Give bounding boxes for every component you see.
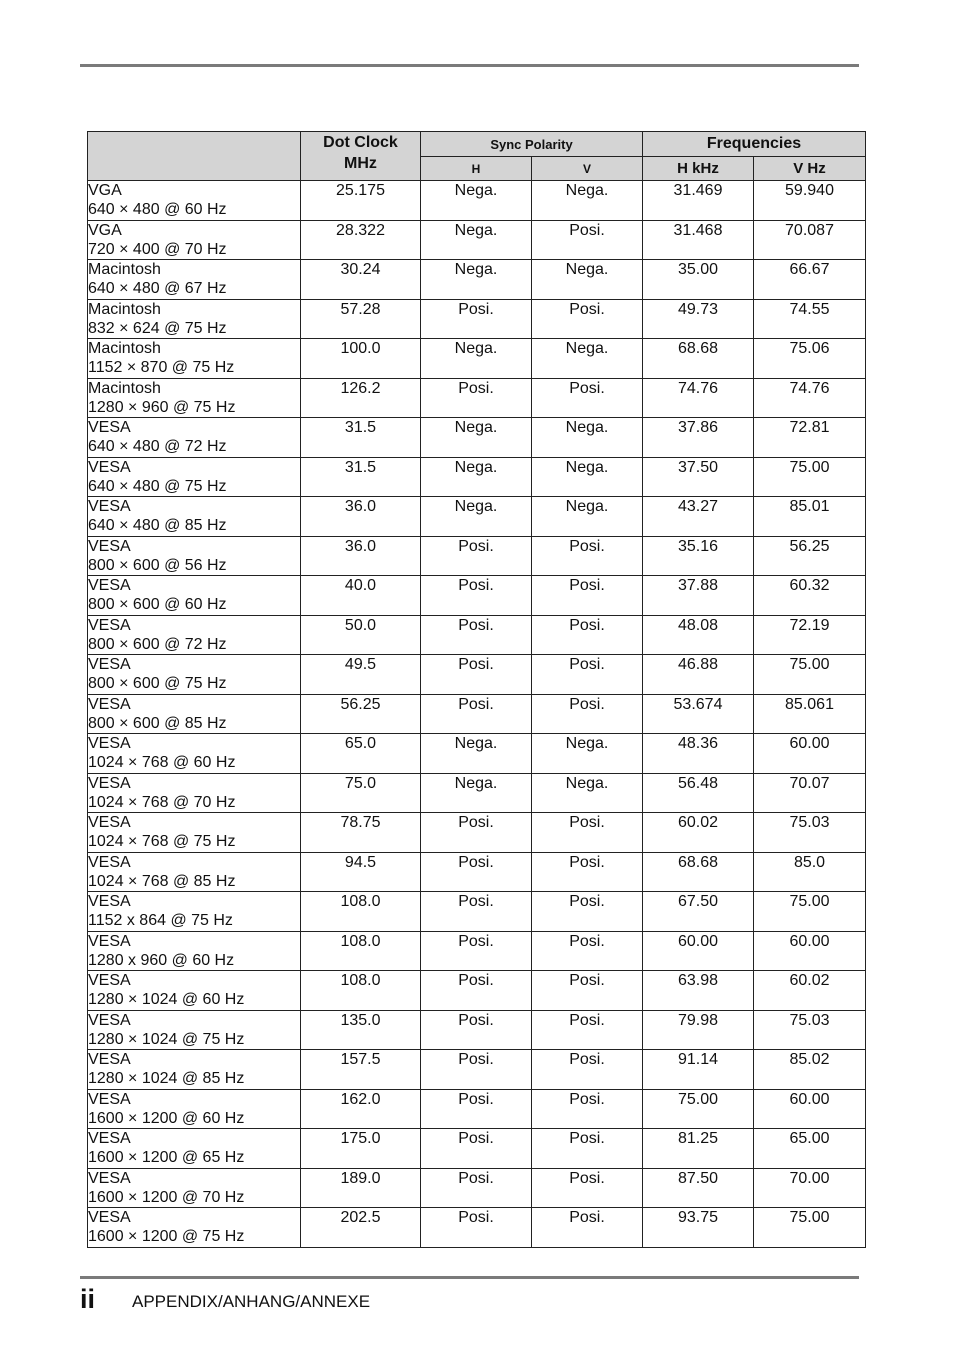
mode-name: VESA — [88, 419, 131, 436]
mode-name: VESA — [88, 774, 131, 792]
timing-table — [87, 131, 866, 1248]
mode-name: VESA — [88, 1090, 131, 1108]
mode-cell — [88, 220, 301, 260]
sync-v-cell: Posi. — [532, 1089, 643, 1129]
sync-h-cell: Posi. — [421, 378, 532, 418]
mode-cell — [88, 773, 301, 813]
mode-name: Macintosh — [88, 379, 161, 397]
sync-v-cell: Posi. — [532, 1010, 643, 1050]
mode-name: VGA — [88, 221, 122, 239]
mode-resolution: 640 × 480 @ 72 Hz — [88, 438, 227, 455]
table-row — [88, 181, 866, 221]
v-hz-cell: 66.67 — [754, 260, 866, 300]
mode-resolution: 1024 × 768 @ 85 Hz — [88, 872, 236, 890]
h-khz-cell: 37.88 — [643, 576, 754, 616]
mode-name: VESA — [88, 1209, 131, 1226]
sync-v-cell: Nega. — [532, 773, 643, 813]
sync-h-cell: Nega. — [421, 497, 532, 537]
table-row — [88, 615, 866, 655]
mode-cell — [88, 1089, 301, 1129]
mode-name: VESA — [88, 1130, 131, 1147]
sync-h-cell: Posi. — [421, 536, 532, 576]
h-khz-cell: 91.14 — [643, 1050, 754, 1090]
mode-resolution: 1280 × 1024 @ 85 Hz — [88, 1070, 245, 1087]
mode-cell — [88, 971, 301, 1011]
sync-h-cell: Posi. — [421, 299, 532, 339]
table-row — [88, 852, 866, 892]
h-khz-cell: 81.25 — [643, 1129, 754, 1169]
mode-name: VESA — [88, 537, 131, 555]
h-khz-cell: 48.36 — [643, 734, 754, 774]
h-khz-cell: 56.48 — [643, 773, 754, 813]
sync-h-cell: Posi. — [421, 892, 532, 932]
h-khz-header: H kHz — [643, 157, 754, 181]
v-hz-cell: 85.0 — [754, 852, 866, 892]
dot-clock-cell: 50.0 — [301, 615, 421, 655]
v-hz-cell: 60.00 — [754, 734, 866, 774]
mode-name: Macintosh — [88, 340, 161, 357]
sync-h-cell: Nega. — [421, 773, 532, 813]
mode-name: Macintosh — [88, 261, 161, 278]
v-hz-header: V Hz — [754, 157, 866, 181]
sync-v-cell: Posi. — [532, 892, 643, 932]
mode-resolution: 832 × 624 @ 75 Hz — [88, 319, 227, 337]
table-row — [88, 339, 866, 379]
table-body — [88, 181, 866, 1248]
table-row — [88, 457, 866, 497]
dot-clock-label: Dot Clock — [323, 134, 398, 151]
mode-resolution: 640 × 480 @ 85 Hz — [88, 517, 227, 534]
sync-v-cell: Nega. — [532, 497, 643, 537]
h-khz-cell: 79.98 — [643, 1010, 754, 1050]
table-header — [88, 132, 866, 181]
table-row — [88, 694, 866, 734]
dot-clock-cell: 157.5 — [301, 1050, 421, 1090]
table-row — [88, 1010, 866, 1050]
h-khz-cell: 48.08 — [643, 615, 754, 655]
v-hz-cell: 60.00 — [754, 1089, 866, 1129]
v-hz-cell: 56.25 — [754, 536, 866, 576]
h-khz-cell: 37.50 — [643, 457, 754, 497]
table-row — [88, 734, 866, 774]
mode-cell — [88, 181, 301, 221]
dot-clock-cell: 57.28 — [301, 299, 421, 339]
v-hz-cell: 72.19 — [754, 615, 866, 655]
sync-v-header: V — [532, 157, 643, 181]
table-row — [88, 1168, 866, 1208]
sync-h-cell: Posi. — [421, 852, 532, 892]
mode-name: VESA — [88, 1011, 131, 1029]
sync-v-cell: Posi. — [532, 813, 643, 853]
mode-resolution: 640 × 480 @ 67 Hz — [88, 280, 227, 297]
table-row — [88, 813, 866, 853]
h-khz-cell: 49.73 — [643, 299, 754, 339]
dot-clock-cell: 36.0 — [301, 497, 421, 537]
h-khz-cell: 35.16 — [643, 536, 754, 576]
h-khz-cell: 68.68 — [643, 852, 754, 892]
mode-cell — [88, 852, 301, 892]
frequencies-header: Frequencies — [643, 132, 866, 157]
dot-clock-cell: 36.0 — [301, 536, 421, 576]
v-hz-cell: 59.940 — [754, 181, 866, 221]
mode-resolution: 1280 x 960 @ 60 Hz — [88, 951, 235, 969]
mode-name: Macintosh — [88, 300, 161, 318]
h-khz-cell: 67.50 — [643, 892, 754, 932]
mode-resolution: 1024 × 768 @ 60 Hz — [88, 754, 236, 771]
dot-clock-cell: 65.0 — [301, 734, 421, 774]
dot-clock-cell: 40.0 — [301, 576, 421, 616]
sync-h-cell: Posi. — [421, 655, 532, 695]
mode-resolution: 1152 × 870 @ 75 Hz — [88, 359, 235, 376]
dot-clock-cell: 108.0 — [301, 971, 421, 1011]
sync-h-cell: Posi. — [421, 1089, 532, 1129]
mode-cell — [88, 536, 301, 576]
sync-h-cell: Nega. — [421, 457, 532, 497]
v-hz-cell: 74.55 — [754, 299, 866, 339]
h-khz-cell: 53.674 — [643, 694, 754, 734]
mode-cell — [88, 1208, 301, 1248]
sync-v-cell: Posi. — [532, 378, 643, 418]
mode-name: VESA — [88, 616, 131, 634]
sync-h-header: H — [421, 157, 532, 181]
v-hz-cell: 65.00 — [754, 1129, 866, 1169]
sync-h-cell: Nega. — [421, 260, 532, 300]
dot-clock-cell: 108.0 — [301, 892, 421, 932]
dot-clock-cell: 31.5 — [301, 418, 421, 458]
mode-cell — [88, 892, 301, 932]
table-row — [88, 497, 866, 537]
mode-name: VESA — [88, 814, 131, 831]
mode-cell — [88, 576, 301, 616]
mode-resolution: 1280 × 1024 @ 60 Hz — [88, 991, 245, 1008]
dot-clock-cell: 30.24 — [301, 260, 421, 300]
mode-resolution: 800 × 600 @ 85 Hz — [88, 714, 227, 732]
h-khz-cell: 43.27 — [643, 497, 754, 537]
page-number: ii — [80, 1284, 96, 1314]
v-hz-cell: 75.00 — [754, 457, 866, 497]
dot-clock-cell: 49.5 — [301, 655, 421, 695]
sync-h-cell: Posi. — [421, 931, 532, 971]
table-row — [88, 655, 866, 695]
sync-polarity-header: Sync Polarity — [421, 132, 643, 157]
h-khz-cell: 60.02 — [643, 813, 754, 853]
sync-v-cell: Nega. — [532, 181, 643, 221]
h-khz-cell: 74.76 — [643, 378, 754, 418]
sync-h-cell: Nega. — [421, 181, 532, 221]
sync-h-cell: Posi. — [421, 694, 532, 734]
sync-v-cell: Posi. — [532, 536, 643, 576]
v-hz-cell: 75.00 — [754, 655, 866, 695]
mode-cell — [88, 497, 301, 537]
bottom-rule — [80, 1276, 859, 1279]
mode-resolution: 1024 × 768 @ 75 Hz — [88, 833, 236, 850]
mode-name: VESA — [88, 1169, 131, 1187]
dot-clock-cell: 75.0 — [301, 773, 421, 813]
sync-v-cell: Nega. — [532, 418, 643, 458]
mode-resolution: 1600 × 1200 @ 60 Hz — [88, 1109, 245, 1127]
sync-v-cell: Posi. — [532, 1208, 643, 1248]
mode-name: VESA — [88, 972, 131, 989]
sync-v-cell: Nega. — [532, 260, 643, 300]
mode-resolution: 800 × 600 @ 75 Hz — [88, 675, 227, 692]
sync-v-cell: Posi. — [532, 615, 643, 655]
top-rule — [80, 64, 859, 67]
dot-clock-cell: 108.0 — [301, 931, 421, 971]
dot-clock-cell: 162.0 — [301, 1089, 421, 1129]
sync-h-cell: Nega. — [421, 734, 532, 774]
mode-name: VESA — [88, 735, 131, 752]
table-row — [88, 931, 866, 971]
v-hz-cell: 75.03 — [754, 1010, 866, 1050]
sync-v-cell: Posi. — [532, 655, 643, 695]
table-row — [88, 1208, 866, 1248]
mode-cell — [88, 931, 301, 971]
mode-cell — [88, 378, 301, 418]
dot-clock-cell: 135.0 — [301, 1010, 421, 1050]
mode-resolution: 800 × 600 @ 72 Hz — [88, 635, 227, 653]
mode-resolution: 1600 × 1200 @ 75 Hz — [88, 1228, 245, 1245]
h-khz-cell: 75.00 — [643, 1089, 754, 1129]
v-hz-cell: 60.02 — [754, 971, 866, 1011]
sync-h-cell: Nega. — [421, 339, 532, 379]
table-row — [88, 299, 866, 339]
v-hz-cell: 70.087 — [754, 220, 866, 260]
sync-v-cell: Posi. — [532, 220, 643, 260]
dot-clock-cell: 175.0 — [301, 1129, 421, 1169]
dot-clock-cell: 189.0 — [301, 1168, 421, 1208]
v-hz-cell: 60.00 — [754, 931, 866, 971]
mode-name: VESA — [88, 893, 131, 910]
dot-clock-cell: 56.25 — [301, 694, 421, 734]
mode-cell — [88, 1168, 301, 1208]
h-khz-cell: 63.98 — [643, 971, 754, 1011]
table-row — [88, 536, 866, 576]
sync-h-cell: Posi. — [421, 576, 532, 616]
mode-resolution: 1280 × 1024 @ 75 Hz — [88, 1030, 245, 1048]
h-khz-cell: 37.86 — [643, 418, 754, 458]
mode-cell — [88, 339, 301, 379]
sync-h-cell: Posi. — [421, 1129, 532, 1169]
h-khz-cell: 87.50 — [643, 1168, 754, 1208]
sync-h-cell: Posi. — [421, 1050, 532, 1090]
v-hz-cell: 70.07 — [754, 773, 866, 813]
table-row — [88, 220, 866, 260]
sync-v-cell: Posi. — [532, 852, 643, 892]
mode-cell — [88, 734, 301, 774]
dot-clock-cell: 94.5 — [301, 852, 421, 892]
mode-name: VESA — [88, 932, 131, 950]
v-hz-cell: 72.81 — [754, 418, 866, 458]
mode-cell — [88, 813, 301, 853]
sync-v-cell: Posi. — [532, 1168, 643, 1208]
mode-name: VESA — [88, 695, 131, 713]
dot-clock-cell: 202.5 — [301, 1208, 421, 1248]
v-hz-cell: 85.061 — [754, 694, 866, 734]
table-row — [88, 378, 866, 418]
table-row — [88, 418, 866, 458]
sync-v-cell: Nega. — [532, 734, 643, 774]
table-row — [88, 1129, 866, 1169]
sync-v-cell: Posi. — [532, 971, 643, 1011]
sync-v-cell: Posi. — [532, 1129, 643, 1169]
mode-resolution: 720 × 400 @ 70 Hz — [88, 240, 227, 258]
sync-v-cell: Posi. — [532, 694, 643, 734]
table-row — [88, 1050, 866, 1090]
sync-h-cell: Posi. — [421, 615, 532, 655]
h-khz-cell: 60.00 — [643, 931, 754, 971]
sync-v-cell: Posi. — [532, 576, 643, 616]
mode-resolution: 1600 × 1200 @ 65 Hz — [88, 1149, 245, 1166]
table-row — [88, 773, 866, 813]
mode-cell — [88, 260, 301, 300]
v-hz-cell: 60.32 — [754, 576, 866, 616]
table-row — [88, 260, 866, 300]
table-row — [88, 892, 866, 932]
mode-header — [88, 132, 301, 181]
mode-cell — [88, 1050, 301, 1090]
mode-name: VESA — [88, 853, 131, 871]
mode-name: VESA — [88, 498, 131, 515]
dot-clock-cell: 78.75 — [301, 813, 421, 853]
mode-name: VESA — [88, 577, 131, 594]
mode-cell — [88, 299, 301, 339]
mode-resolution: 640 × 480 @ 60 Hz — [88, 201, 227, 218]
mode-resolution: 800 × 600 @ 60 Hz — [88, 596, 227, 613]
mode-resolution: 1600 × 1200 @ 70 Hz — [88, 1188, 245, 1206]
table-row — [88, 971, 866, 1011]
mode-name: VESA — [88, 458, 131, 476]
h-khz-cell: 93.75 — [643, 1208, 754, 1248]
dot-clock-cell: 28.322 — [301, 220, 421, 260]
mode-cell — [88, 418, 301, 458]
footer-section-title: APPENDIX/ANHANG/ANNEXE — [132, 1292, 371, 1311]
mode-cell — [88, 655, 301, 695]
mode-name: VGA — [88, 182, 122, 199]
v-hz-cell: 74.76 — [754, 378, 866, 418]
table-row — [88, 576, 866, 616]
sync-h-cell: Nega. — [421, 418, 532, 458]
sync-v-cell: Nega. — [532, 339, 643, 379]
mode-resolution: 1152 x 864 @ 75 Hz — [88, 912, 233, 929]
h-khz-cell: 68.68 — [643, 339, 754, 379]
sync-v-cell: Posi. — [532, 931, 643, 971]
dot-clock-cell: 126.2 — [301, 378, 421, 418]
sync-h-cell: Posi. — [421, 1208, 532, 1248]
mode-cell — [88, 457, 301, 497]
v-hz-cell: 75.06 — [754, 339, 866, 379]
table-row — [88, 1089, 866, 1129]
dot-clock-cell: 100.0 — [301, 339, 421, 379]
mode-cell — [88, 1010, 301, 1050]
mode-name: VESA — [88, 656, 131, 673]
dot-clock-unit: MHz — [344, 155, 377, 172]
sync-h-cell: Nega. — [421, 220, 532, 260]
sync-h-cell: Posi. — [421, 1168, 532, 1208]
sync-h-cell: Posi. — [421, 971, 532, 1011]
dot-clock-header — [301, 132, 421, 181]
sync-v-cell: Nega. — [532, 457, 643, 497]
v-hz-cell: 85.02 — [754, 1050, 866, 1090]
sync-h-cell: Posi. — [421, 813, 532, 853]
mode-resolution: 1280 × 960 @ 75 Hz — [88, 398, 236, 416]
v-hz-cell: 70.00 — [754, 1168, 866, 1208]
v-hz-cell: 75.03 — [754, 813, 866, 853]
sync-v-cell: Posi. — [532, 299, 643, 339]
mode-cell — [88, 694, 301, 734]
mode-cell — [88, 1129, 301, 1169]
mode-resolution: 640 × 480 @ 75 Hz — [88, 477, 227, 495]
v-hz-cell: 85.01 — [754, 497, 866, 537]
sync-v-cell: Posi. — [532, 1050, 643, 1090]
h-khz-cell: 31.468 — [643, 220, 754, 260]
v-hz-cell: 75.00 — [754, 1208, 866, 1248]
h-khz-cell: 31.469 — [643, 181, 754, 221]
mode-cell — [88, 615, 301, 655]
h-khz-cell: 35.00 — [643, 260, 754, 300]
mode-name: VESA — [88, 1051, 131, 1068]
mode-resolution: 800 × 600 @ 56 Hz — [88, 556, 227, 574]
h-khz-cell: 46.88 — [643, 655, 754, 695]
sync-h-cell: Posi. — [421, 1010, 532, 1050]
v-hz-cell: 75.00 — [754, 892, 866, 932]
dot-clock-cell: 31.5 — [301, 457, 421, 497]
mode-resolution: 1024 × 768 @ 70 Hz — [88, 793, 236, 811]
dot-clock-cell: 25.175 — [301, 181, 421, 221]
